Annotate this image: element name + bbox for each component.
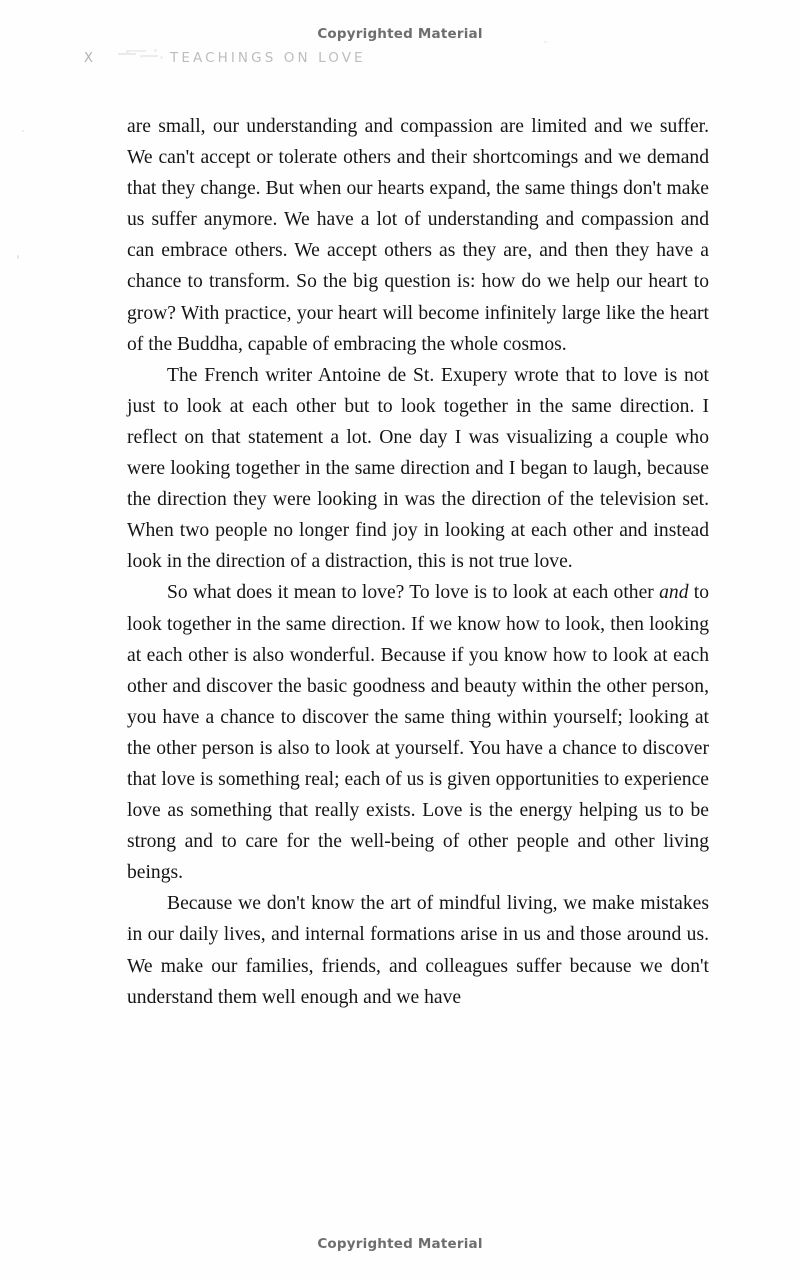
decorative-flourish-icon	[112, 48, 164, 62]
paragraph-3	[127, 577, 709, 888]
scan-speck	[17, 255, 19, 259]
paragraph-2: The French writer Antoine de St. Exupery wrote that to love is not just to look at each other but to look together in the same direction. I reflect on that statement a lot. One day I was visualizing a couple who were looking together in the same direction and I began to laugh, because the direction they were looking in was the direction of the television set. When two people no longer find joy in looking at each other and instead look in the direction of a distraction, this is not true love.	[127, 364, 709, 573]
page-folio-number: X	[84, 51, 95, 66]
paragraph-3-lead: So what does it mean to love? To love is to look at each other	[167, 582, 660, 604]
body-text-column	[127, 111, 709, 1013]
paragraph-3-emphasis: and	[659, 582, 689, 604]
paragraph-3-tail: to look together in the same direction. If we know how to look, then looking at each other is also wonderful. Because if you know how to look at each other and discover the basic goodness and beauty within the other person, you have a chance to discover the same thing within yourself; looking at the other person is also to look at yourself. You have a chance to discover that love is something real; each of us is given opportunities to experience love as something that really exists. Love is the energy helping us to be strong and to care for the well-being of other people and other living beings.	[127, 582, 710, 884]
running-head-title: TEACHINGS ON LOVE	[170, 50, 366, 66]
copyright-watermark-top: Copyrighted Material	[317, 26, 483, 42]
paragraph-4: Because we don't know the art of mindful living, we make mistakes in our daily lives, and internal formations arise in us and those around us. We make our families, friends, and colleagues suffer because we don't understand them well enough and we have	[127, 893, 709, 1008]
copyright-watermark-bottom: Copyrighted Material	[317, 1236, 483, 1252]
scan-speck	[22, 130, 24, 132]
paragraph-1: are small, our understanding and compassion are limited and we suffer. We can't accept or tolerate others and their shortcomings and we demand that they change. But when our hearts expand, the same things don't make us suffer anymore. We have a lot of understanding and compassion and can embrace others. We accept others as they are, and then they have a chance to transform. So the big question is: how do we help our heart to grow? With practice, your heart will become infinitely large like the heart of the Buddha, capable of embracing the whole cosmos.	[127, 116, 709, 355]
running-head	[84, 48, 366, 66]
